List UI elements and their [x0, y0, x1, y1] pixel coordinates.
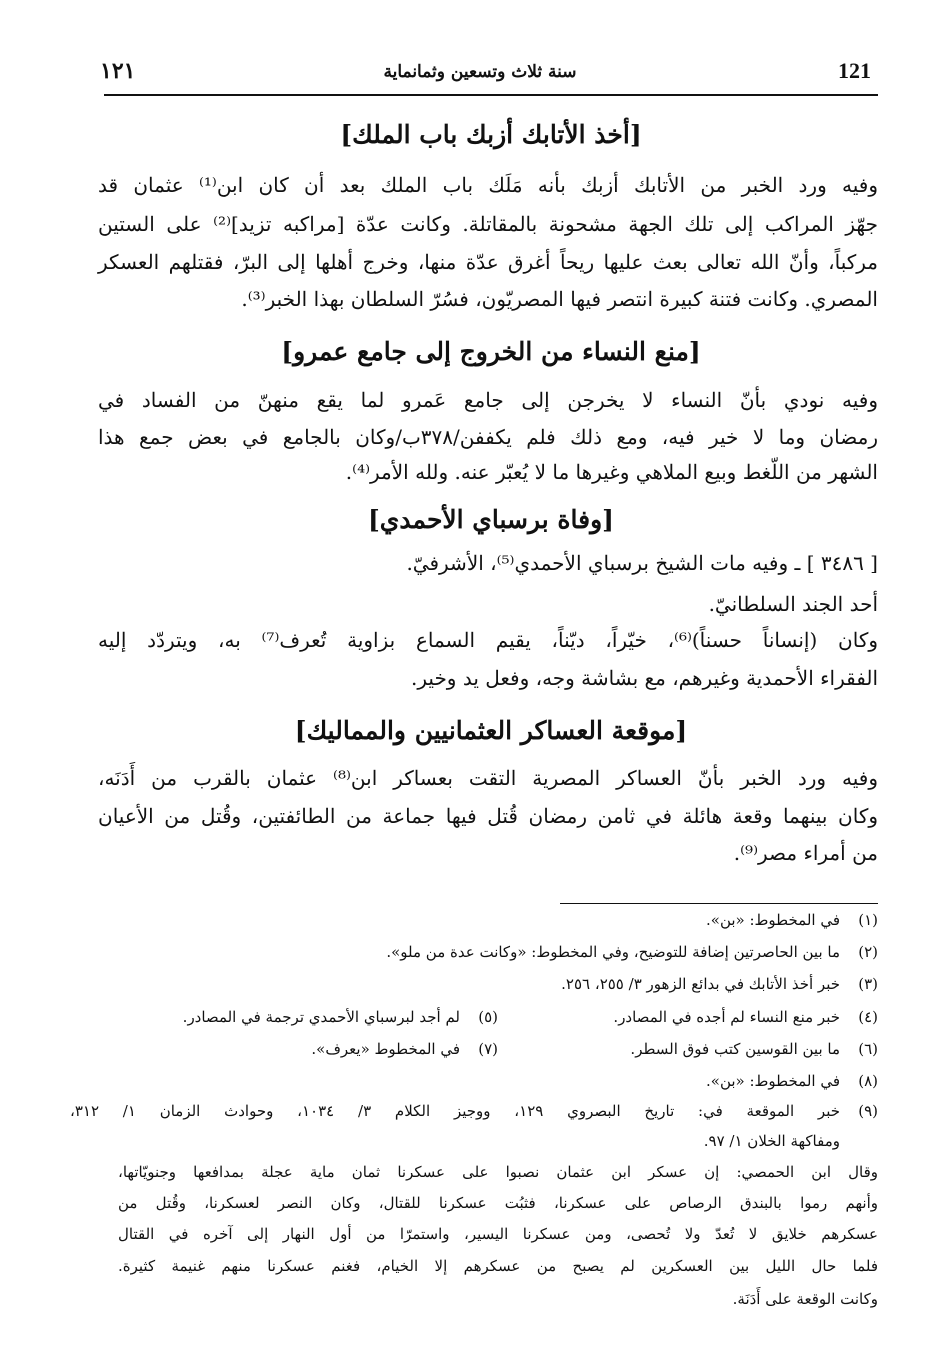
footnote-number: (١): [858, 911, 878, 929]
body-line: مركباً، وأنّ الله تعالى بعث عليها ريحاً أغرق عدّة منها، وخرج أهلها إلى البرّ، فقتلهم العسكر: [98, 250, 878, 274]
body-line: وكان بينهما وقعة هائلة في ثامن رمضان قُتل فيها جماعة من الطائفتين، وقُتل من الأعيان: [98, 804, 878, 828]
footnote: [70, 1104, 878, 1119]
footnote-number: (٢): [858, 943, 878, 961]
footnote-number: (٨): [858, 1072, 878, 1090]
body-line: وفيه نودي بأنّ النساء لا يخرجن إلى جامع عَمرو لما يقع منهنّ من الفساد في: [98, 388, 878, 412]
footnote: [311, 1042, 498, 1057]
footnote-number: (٣): [858, 975, 878, 993]
header-rule: [104, 94, 878, 96]
section-heading: [موقعة العساكر العثمانيين والمماليك]: [294, 716, 688, 745]
body-line: أحد الجند السلطانيّ.: [708, 592, 878, 616]
footnote: [386, 945, 878, 960]
section-heading: [أخذ الأتابك أزبك باب الملك]: [340, 120, 642, 149]
body-line: جهّز المراكب إلى تلك الجهة مشحونة بالمقاتلة. وكانت عدّة [مراكبه تزيد]⁽²⁾ على الستين: [98, 212, 879, 236]
footnote-text: خبر منع النساء لم أجده في المصادر.: [613, 1008, 840, 1026]
footnote-text: في المخطوط: «بن».: [706, 911, 840, 929]
footnote-text: في المخطوط «يعرف».: [311, 1040, 460, 1058]
footnote-quote-line: وكانت الوقعة على أَدَنَة.: [732, 1290, 878, 1308]
footnote-quote-line: وأنهم رموا بالبندق الرصاص على عسكرنا، فثبُت عسكرنا للقتال، وكان النصر لعسكرنا، وقُتل من: [118, 1194, 878, 1212]
footnote-text: خبر أخذ الأتابك في بدائع الزهور ٣/ ٢٥٥، ٢٥٦.: [561, 975, 840, 993]
body-line: من أمراء مصر⁽⁹⁾.: [733, 841, 878, 865]
footnote-text: ومفاكهة الخلان ١/ ٩٧.: [703, 1132, 840, 1150]
body-line: المصري. وكانت فتنة كبيرة انتصر فيها المصريّون، فسُرّ السلطان بهذا الخبر⁽³⁾.: [241, 287, 878, 311]
body-line: وفيه ورد الخبر من الأتابك أزبك بأنه مَلَك باب الملك بعد أن كان ابن⁽¹⁾ عثمان قد: [98, 173, 878, 197]
footnote-text: ما بين الحاصرتين إضافة للتوضيح، وفي المخطوط: «وكانت عدة من ملو».: [386, 943, 840, 961]
section-heading: [منع النساء من الخروج إلى جامع عمرو]: [281, 337, 701, 366]
footnote-text: لم أجد لبرسباي الأحمدي ترجمة في المصادر.: [182, 1008, 460, 1026]
footnote-quote-line: فلما حال الليل بين العسكرين لم يصبح من عسكرهم إلا الخيام، فغنم عسكرنا منهم غنيمة كثيرة.: [118, 1257, 878, 1275]
footnote-quote-line: عسكرهم خلايق لا تُعدّ ولا تُحصى، ومن عسكرنا اليسير، واستمرّا من أول النهار إلى آخره في القتال: [118, 1225, 878, 1243]
footnote: [704, 1134, 878, 1149]
footnote: [561, 977, 878, 992]
body-line: رمضان وما لا خير فيه، ومع ذلك فلم يكففن/٣٧٨ب/وكان بالجامع في بعض جمع هذا: [98, 425, 878, 449]
footnote: [706, 913, 878, 928]
body-line: [ ٣٤٨٦ ] ـ وفيه مات الشيخ برسباي الأحمدي⁽⁵⁾، الأشرفيّ.: [406, 551, 878, 575]
footnote-number: (٧): [478, 1040, 498, 1058]
footnote-text: خبر الموقعة في: تاريخ البصروي ١٢٩، ووجيز الكلام ٣/ ١٠٣٤، وحوادث الزمان ١/ ٣١٢،: [70, 1102, 841, 1120]
body-line: الشهر من اللّغط وبيع الملاهي وغيرها ما لا يُعبّر عنه. ولله الأمر⁽⁴⁾.: [345, 460, 878, 484]
running-title: سنة ثلاث وتسعين وثمانماية: [383, 62, 577, 82]
footnote: [613, 1010, 878, 1025]
footnote-text: في المخطوط: «بن».: [706, 1072, 840, 1090]
body-line: الفقراء الأحمدية وغيرهم، مع بشاشة وجه، وفعل يد وخير.: [411, 666, 878, 690]
page-number-arabic: ١٢١: [100, 58, 136, 84]
footnote: [630, 1042, 878, 1057]
body-line: وكان (إنساناً حسناً)⁽⁶⁾، خيّراً، ديّناً، يقيم السماع بزاوية تُعرف⁽⁷⁾ به، ويتردّد إليه: [98, 628, 878, 652]
footnote-number: (٦): [858, 1040, 878, 1058]
footnote-number: (٤): [858, 1008, 878, 1026]
body-line: وفيه ورد الخبر بأنّ العساكر المصرية التقت بعساكر ابن⁽⁸⁾ عثمان بالقرب من أَدَنَه،: [98, 766, 878, 790]
footnote-number: (٥): [478, 1008, 498, 1026]
footnote-text: ما بين القوسين كتب فوق السطر.: [630, 1040, 840, 1058]
page-number-latin: 121: [838, 58, 871, 83]
footnote-rule: [560, 903, 878, 904]
footnote-quote-line: وقال ابن الحمصي: إن عسكر ابن عثمان نصبوا على عسكرنا ثمان ماية عجلة بمدافعها وجنويّاتها،: [118, 1163, 878, 1181]
footnote: [183, 1010, 498, 1025]
section-heading: [وفاة برسباي الأحمدي]: [367, 505, 615, 534]
footnote-number: (٩): [858, 1102, 879, 1120]
footnote: [706, 1074, 878, 1089]
